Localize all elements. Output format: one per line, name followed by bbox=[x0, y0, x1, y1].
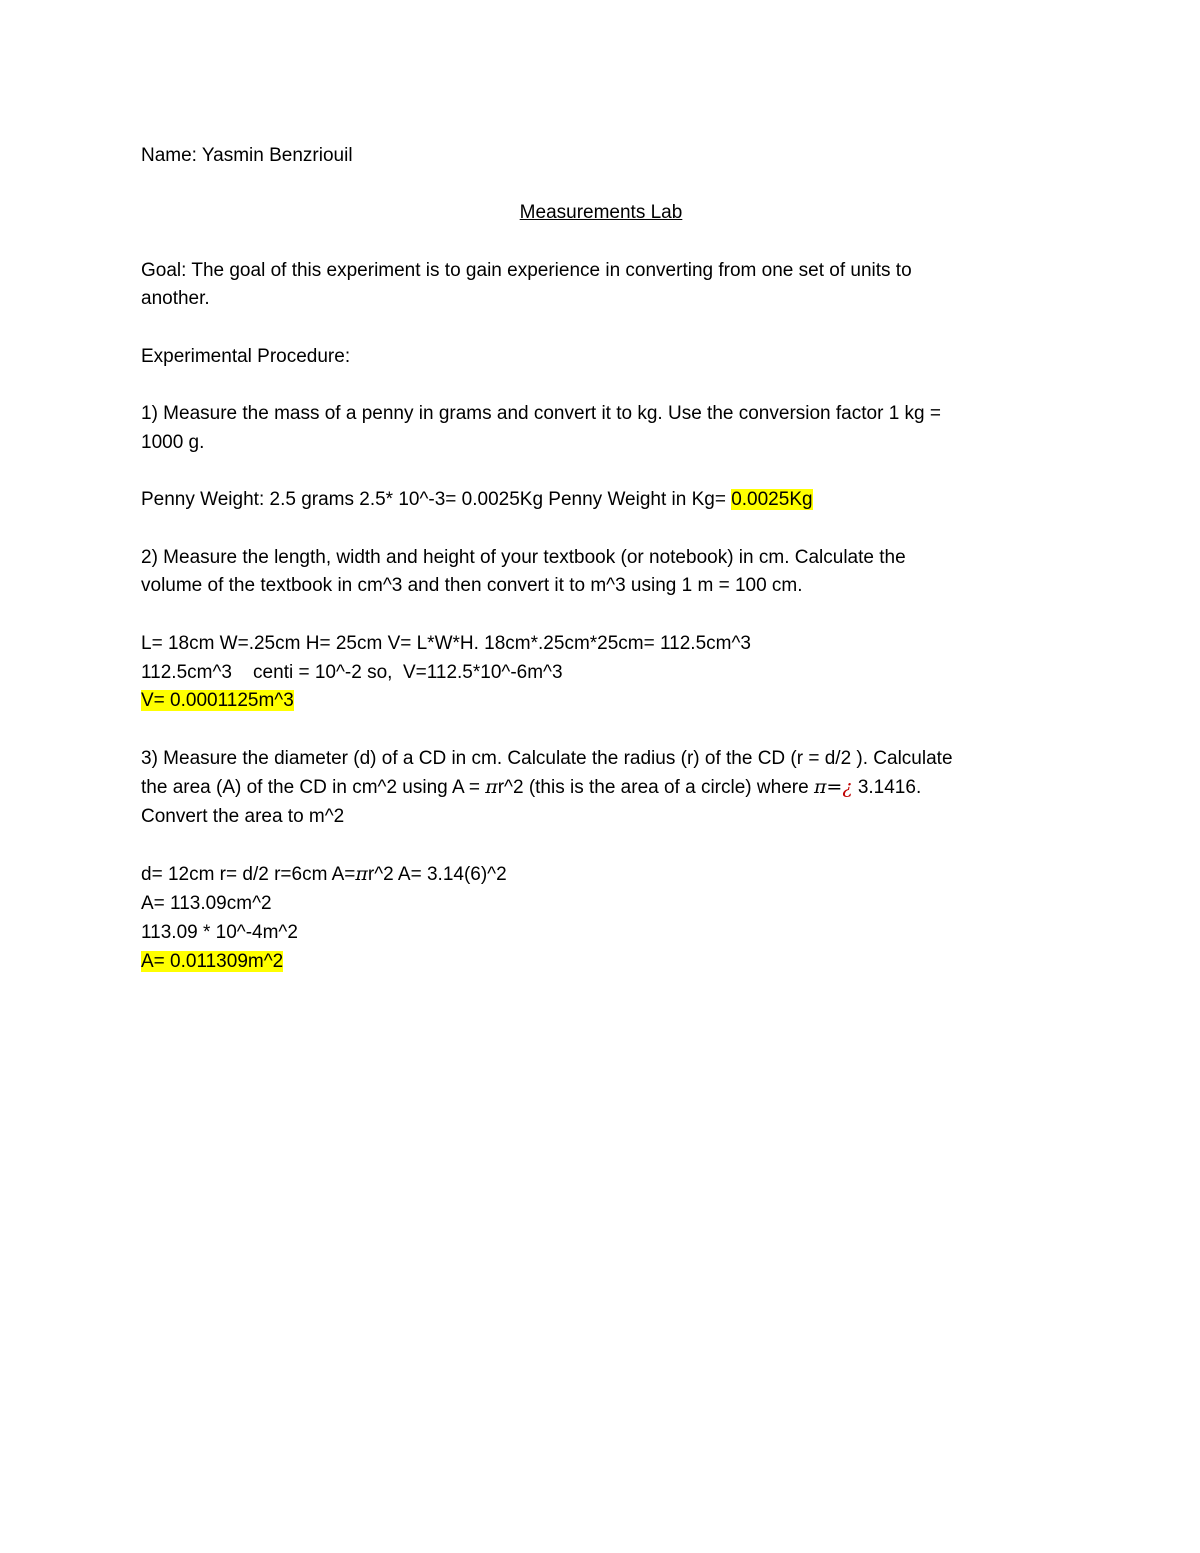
step3-line-3: Convert the area to m^2 bbox=[141, 806, 345, 828]
procedure-heading: Experimental Procedure: bbox=[141, 345, 351, 367]
step3-work-1-part-a: d= 12cm r= d/2 r=6cm A= bbox=[141, 864, 356, 886]
step3-work-3: 113.09 * 10^-4m^2 bbox=[141, 921, 298, 943]
step3-answer-line bbox=[141, 948, 1061, 977]
goal-line-2: another. bbox=[141, 288, 210, 310]
spacer bbox=[141, 372, 1061, 401]
step1-answer-text: Penny Weight: 2.5 grams 2.5* 10^-3= 0.0025Kg Penny Weight in Kg= bbox=[141, 489, 732, 511]
step3-line-2 bbox=[141, 773, 1061, 803]
step1-answer-line bbox=[141, 486, 1061, 515]
pi-equals-symbol: π= bbox=[813, 776, 843, 799]
spacer bbox=[141, 832, 1061, 861]
spacer bbox=[141, 314, 1061, 343]
goal-line-1: Goal: The goal of this experiment is to gain experience in converting from one set of units to bbox=[141, 259, 912, 281]
step3-work-2: A= 113.09cm^2 bbox=[141, 893, 272, 915]
inverted-question-glyph: ¿ bbox=[842, 776, 853, 799]
step3-line-2-part-a: the area (A) of the CD in cm^2 using A = bbox=[141, 777, 486, 799]
step3-line-2-part-c: 3.1416. bbox=[852, 777, 922, 799]
step3-work-1-part-b: r^2 A= 3.14(6)^2 bbox=[367, 864, 507, 886]
step1-answer-highlight: 0.0025Kg bbox=[731, 489, 813, 511]
document-body bbox=[141, 142, 1061, 976]
step3-line-2-part-b: r^2 (this is the area of a circle) where bbox=[497, 777, 814, 799]
pi-symbol: π bbox=[355, 863, 368, 886]
spacer bbox=[141, 458, 1061, 487]
step2-answer-highlight: V= 0.0001125m^3 bbox=[141, 690, 294, 712]
step1-line-2: 1000 g. bbox=[141, 431, 205, 453]
step1-line-1: 1) Measure the mass of a penny in grams and convert it to kg. Use the conversion factor 1 kg = bbox=[141, 403, 941, 425]
spacer bbox=[141, 171, 1061, 200]
pi-symbol: π bbox=[485, 776, 498, 799]
step3-answer-highlight: A= 0.011309m^2 bbox=[141, 950, 284, 972]
step3-line-1: 3) Measure the diameter (d) of a CD in cm. Calculate the radius (r) of the CD (r = d/2 ). Calculate bbox=[141, 747, 953, 769]
spacer bbox=[141, 601, 1061, 630]
step3-work-1 bbox=[141, 860, 1061, 890]
step2-answer-line bbox=[141, 687, 1061, 716]
spacer bbox=[141, 228, 1061, 257]
page-title: Measurements Lab bbox=[519, 202, 683, 224]
name-line: Name: Yasmin Benzriouil bbox=[141, 145, 353, 166]
step2-work-2: 112.5cm^3 centi = 10^-2 so, V=112.5*10^-6m^3 bbox=[141, 661, 563, 683]
spacer bbox=[141, 515, 1061, 544]
step2-line-1: 2) Measure the length, width and height of your textbook (or notebook) in cm. Calculate the bbox=[141, 546, 906, 568]
spacer bbox=[141, 716, 1061, 745]
step2-line-2: volume of the textbook in cm^3 and then convert it to m^3 using 1 m = 100 cm. bbox=[141, 575, 803, 597]
step2-work-1: L= 18cm W=.25cm H= 25cm V= L*W*H. 18cm*.25cm*25cm= 112.5cm^3 bbox=[141, 632, 751, 654]
